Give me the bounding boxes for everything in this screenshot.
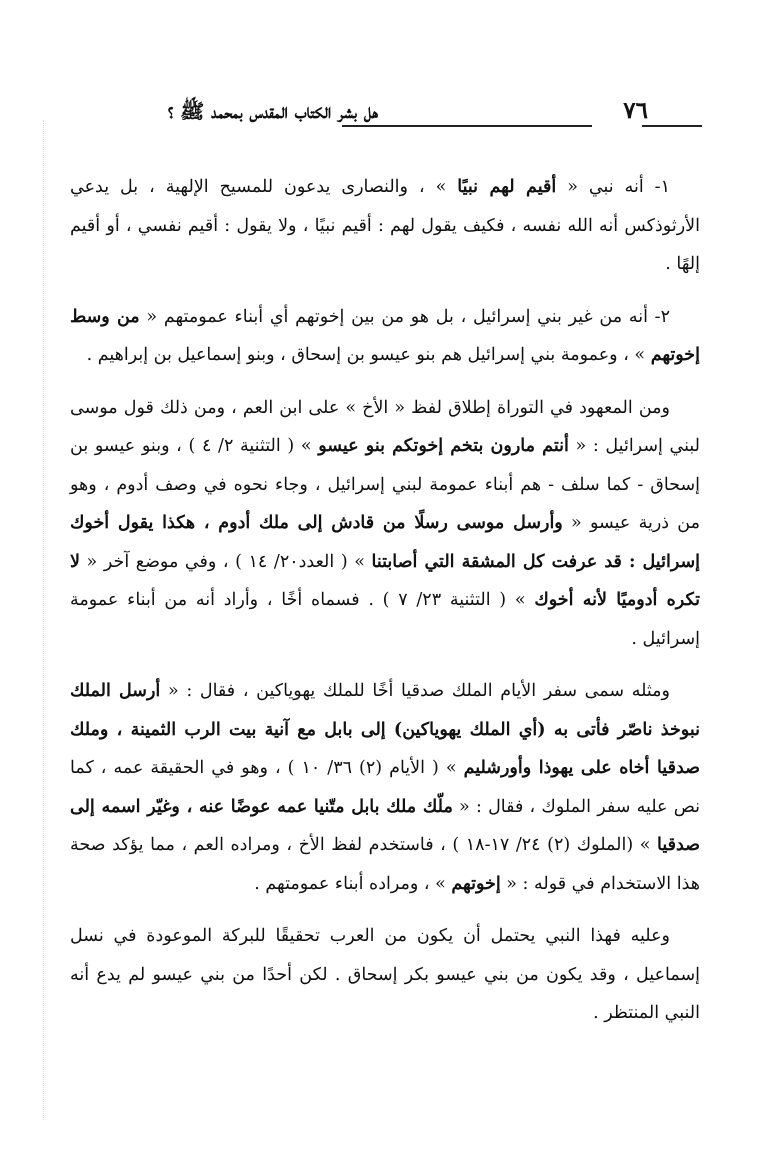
paragraph (70, 672, 700, 903)
quoted-text: إخوتهم (451, 873, 501, 894)
quoted-text: أرسل الملك نبوخذ ناصّر فأتى به (أي الملك يهوياكين) إلى بابل مع آنية بيت الرب الثمينة ، وملك صدقيا أخاه على يهوذا وأورشليم (70, 681, 700, 778)
quoted-text: لا تكره أدوميًا لأنه أخوك (70, 551, 700, 610)
quoted-text: أقيم لهم نبيًا (457, 177, 557, 197)
paragraph (70, 917, 700, 1033)
quoted-text: من وسط إخوتهم (70, 306, 700, 365)
text-run: » ، ومراده أبناء عمومتهم . (254, 873, 452, 894)
quoted-text: ملّك ملك بابل متّنيا عمه عوضًا عنه ، وغيّر اسمه إلى صدقيا (70, 796, 701, 855)
text-run: » ، والنصارى يدعون للمسيح الإلهية ، بل يدعي الأرثوذكس أنه الله نفسه ، فكيف يقول لهم : أقيم نبيًا ، ولا يقول : أقيم نفسي ، أو أقيم إلهًا . (70, 177, 700, 274)
text-run: وعليه فهذا النبي يحتمل أن يكون من العرب تحقيقًا للبركة الموعودة في نسل إسماعيل ، وقد يكون من بني عيسو بكر إسحاق . لكن أحدًا من بني عيسو لم يدع أنه النبي المنتظر . (70, 926, 700, 1023)
text-run: ومن المعهود في التوراة إطلاق لفظ « الأخ » على ابن العم ، ومن ذلك قول موسى لبني إسرائيل : « (70, 397, 700, 456)
header-rule-right (642, 125, 702, 127)
text-run: ١- أنه نبي « (556, 177, 670, 197)
text-run: » ( التثنية ٢/ ٤ ) ، وبنو عيسو بن إسحاق - كما سلف - هم أبناء عمومة لبني إسرائيل ، وجاء نحوه في وصف أدوم ، وهو من ذرية عيسو « (70, 436, 700, 533)
page-number: ٧٦ (623, 97, 648, 124)
quoted-text: أنتم مارون بتخم إخوتكم بنو عيسو (318, 436, 569, 456)
text-run: ومثله سمى سفر الأيام الملك صدقيا أخًا للملك يهوياكين ، فقال : « (160, 681, 670, 701)
text-run: » ( العدد٢٠/ ١٤ ) ، وفي موضع آخر « (79, 551, 372, 572)
paragraph (70, 168, 700, 284)
header-rule-middle (342, 125, 592, 127)
paragraph (70, 389, 700, 659)
text-run: » (الملوك (٢) ٢٤/ ١٧-١٨ ) ، فاستخدم لفظ الأخ ، ومراده العم ، مما يؤكد صحة هذا الاستخدام في قوله : « (70, 835, 700, 894)
text-run: » ( الأيام (٢) ٣٦/ ١٠ ) ، وهو في الحقيقة عمه ، كما نص عليه سفر الملوك ، فقال : « (70, 758, 700, 817)
text-run: » ، وعمومة بني إسرائيل هم بنو عيسو بن إسحاق ، وبنو إسماعيل بن إبراهيم . (86, 345, 651, 365)
text-run: ٢- أنه من غير بني إسرائيل ، بل هو من بين إخوتهم أي أبناء عمومتهم « (139, 306, 671, 327)
running-title: هل بشر الكتاب المقدس بمحمد ﷺ ؟ (167, 99, 378, 123)
running-header (80, 95, 700, 135)
page-edge-line (43, 120, 44, 1120)
quoted-text: وأرسل موسى رسلًا من قادش إلى ملك أدوم ، هكذا يقول أخوك إسرائيل : قد عرفت كل المشقة التي أصابتنا (70, 513, 701, 572)
body-text (70, 168, 700, 1047)
text-run: » ( التثنية ٢٣/ ٧ ) . فسماه أخًا ، وأراد أنه من أبناء عمومة إسرائيل . (70, 590, 700, 649)
paragraph (70, 298, 700, 375)
